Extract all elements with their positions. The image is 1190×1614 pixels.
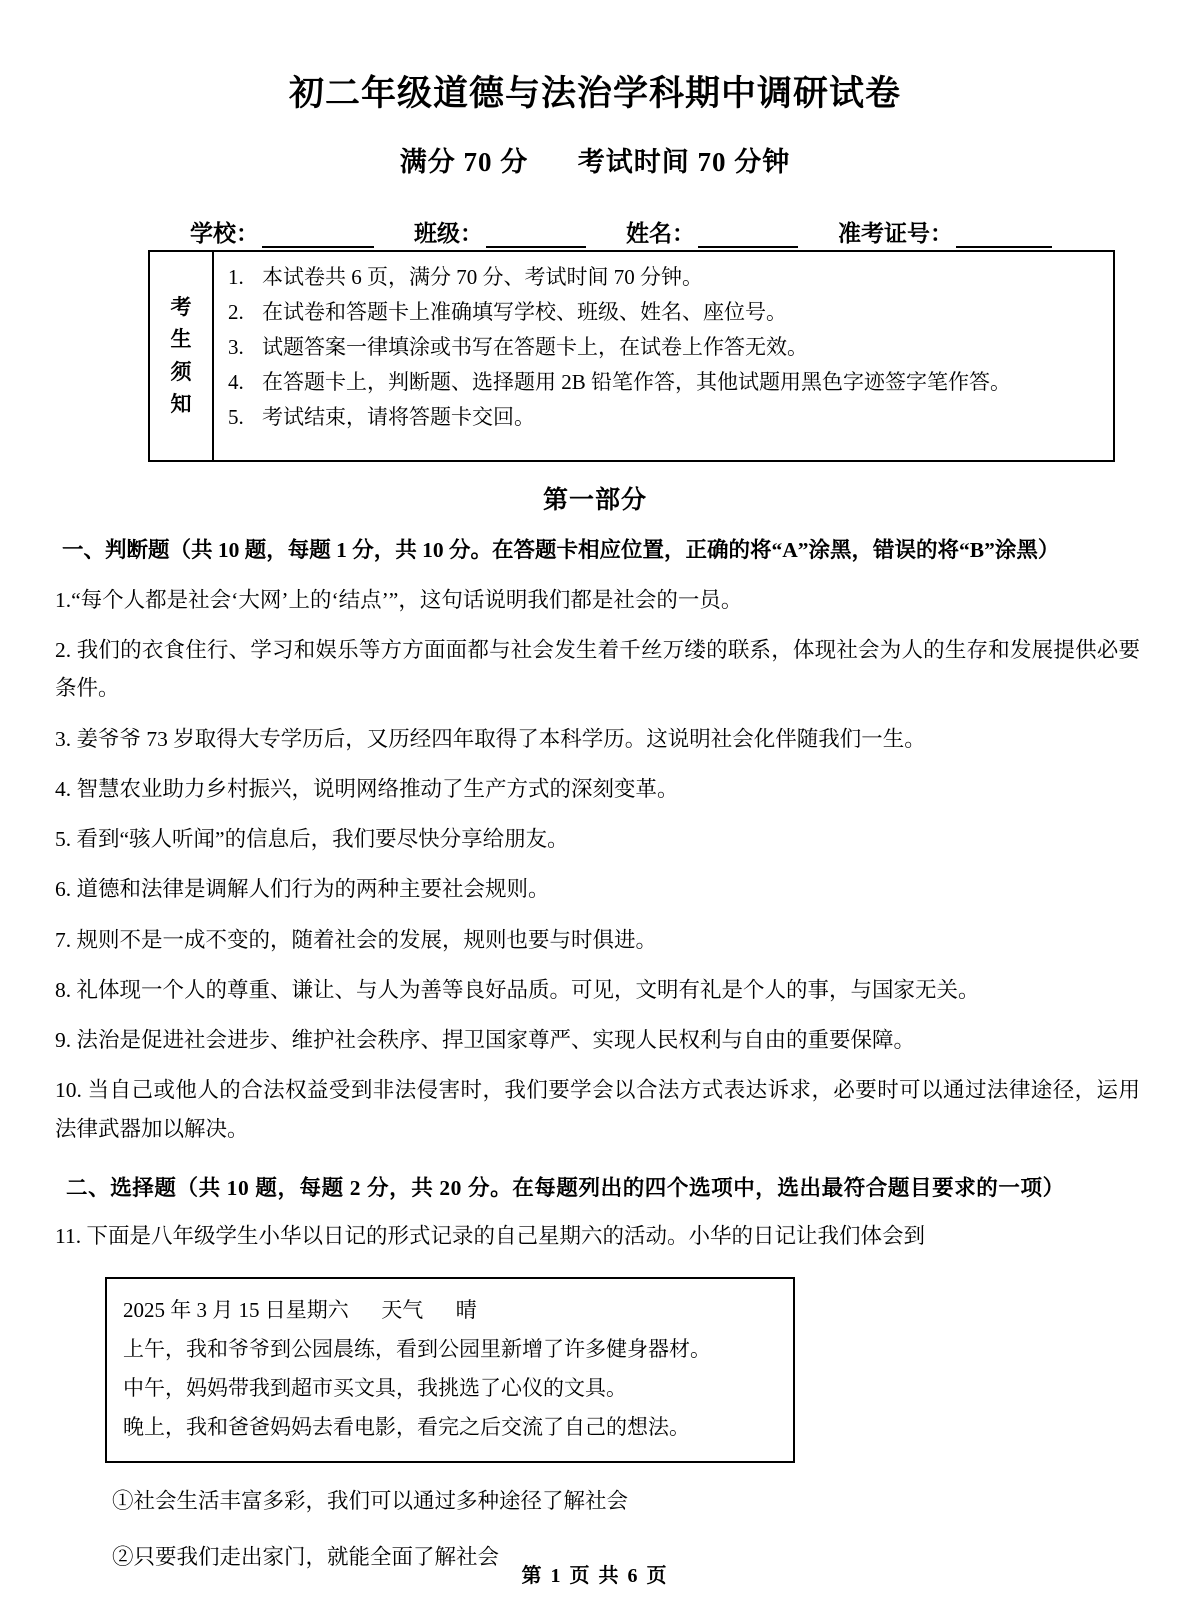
notice-item-number: 1. [228, 264, 244, 289]
notice-item-number: 2. [228, 299, 244, 324]
school-label: 学校： [190, 220, 259, 246]
exam-id-field[interactable] [838, 215, 1052, 248]
question-item-8: 8. 礼体现一个人的尊重、谦让、与人为善等良好品质。可见，文明有礼是个人的事，与国家无关。 [55, 977, 980, 1002]
diary-entry-evening: 晚上，我和爸爸妈妈去看电影，看完之后交流了自己的想法。 [123, 1414, 690, 1439]
notice-item-number: 4. [228, 369, 244, 394]
notice-item [228, 260, 1101, 294]
question-item-9: 9. 法治是促进社会进步、维护社会秩序、捍卫国家尊严、实现人民权利与自由的重要保障。 [55, 1028, 916, 1053]
notice-item-text: 在试卷和答题卡上准确填写学校、班级、姓名、座位号。 [262, 299, 787, 324]
notice-label-char: 考 [170, 294, 192, 319]
question-item-7: 7. 规则不是一成不变的，随着社会的发展，规则也要与时俱进。 [55, 927, 658, 952]
page-footer: 第 1 页 共 6 页 [521, 1565, 669, 1587]
true-false-instruction: 一、判断题（共 10 题，每题 1 分，共 10 分。在答题卡相应位置，正确的将“A”涂黑，错误的将“B”涂黑） [62, 537, 1060, 562]
question-item-11-stem: 11. 下面是八年级学生小华以日记的形式记录的自己星期六的活动。小华的日记让我们体会到 [55, 1223, 925, 1248]
question-item-10: 10. 当自己或他人的合法权益受到非法侵害时，我们要学会以合法方式表达诉求，必要时可以通过法律途径，运用法律武器加以解决。 [55, 1078, 1140, 1141]
student-info-line [0, 215, 1190, 248]
question-item-1: 1.“每个人都是社会‘大网’上的‘结点’”，这句话说明我们都是社会的一员。 [55, 587, 743, 612]
notice-item-number: 5. [228, 404, 244, 429]
notice-item-text: 试题答案一律填涂或书写在答题卡上，在试卷上作答无效。 [262, 334, 808, 359]
page-title: 初二年级道德与法治学科期中调研试卷 [288, 74, 901, 113]
notice-label-char: 知 [170, 392, 192, 417]
diary-entry-morning: 上午，我和爷爷到公园晨练，看到公园里新增了许多健身器材。 [123, 1336, 711, 1361]
notice-item-text: 本试卷共 6 页，满分 70 分、考试时间 70 分钟。 [262, 264, 703, 289]
class-input[interactable] [486, 226, 586, 248]
school-field[interactable] [190, 215, 374, 248]
exam-meta-line [0, 116, 1190, 179]
diary-weather-label: 天气 [381, 1298, 424, 1323]
full-score-text: 满分 70 分 [399, 146, 529, 177]
notice-label-char: 须 [170, 359, 192, 384]
class-label: 班级： [414, 220, 483, 246]
diary-box [105, 1277, 795, 1462]
question-item-3: 3. 姜爷爷 73 岁取得大专学历后，又历经四年取得了本科学历。这说明社会化伴随我们一生。 [55, 726, 926, 751]
name-field[interactable] [626, 215, 798, 248]
multiple-choice-instruction: 二、选择题（共 10 题，每题 2 分，共 20 分。在每题列出的四个选项中，选出最符合题目要求的一项） [66, 1175, 1065, 1200]
question-11-option-2[interactable]: ②只要我们走出家门，就能全面了解社会 [112, 1545, 500, 1570]
part-heading: 第一部分 [542, 486, 647, 514]
notice-item-number: 3. [228, 334, 244, 359]
diary-weather-value: 晴 [455, 1298, 477, 1323]
notice-label-char: 生 [170, 327, 192, 352]
class-field[interactable] [414, 215, 586, 248]
exam-duration-text: 考试时间 70 分钟 [577, 146, 791, 177]
diary-date: 2025 年 3 月 15 日星期六 [123, 1298, 349, 1323]
question-item-6: 6. 道德和法律是调解人们行为的两种主要社会规则。 [55, 877, 550, 902]
notice-vertical-label [150, 252, 214, 460]
diary-entry-noon: 中午，妈妈带我到超市买文具，我挑选了心仪的文具。 [123, 1375, 627, 1400]
school-input[interactable] [262, 226, 374, 248]
question-item-4: 4. 智慧农业助力乡村振兴，说明网络推动了生产方式的深刻变革。 [55, 776, 679, 801]
candidate-notice-box [148, 250, 1115, 462]
exam-id-input[interactable] [956, 226, 1052, 248]
notice-item [228, 400, 1101, 434]
exam-id-label: 准考证号： [838, 220, 953, 246]
notice-item-text: 在答题卡上，判断题、选择题用 2B 铅笔作答，其他试题用黑色字迹签字笔作答。 [262, 369, 1012, 394]
name-input[interactable] [698, 226, 798, 248]
question-item-2: 2. 我们的衣食住行、学习和娱乐等方方面面都与社会发生着千丝万缕的联系，体现社会为人的生存和发展提供必要条件。 [55, 637, 1140, 701]
notice-item [228, 365, 1101, 399]
question-11-option-1[interactable]: ①社会生活丰富多彩，我们可以通过多种途径了解社会 [112, 1488, 629, 1513]
notice-item [228, 330, 1101, 364]
question-item-5: 5. 看到“骇人听闻”的信息后，我们要尽快分享给朋友。 [55, 827, 569, 852]
name-label: 姓名： [626, 220, 695, 246]
notice-item-list [214, 252, 1113, 460]
notice-item [228, 295, 1101, 329]
notice-item-text: 考试结束，请将答题卡交回。 [262, 404, 535, 429]
diary-date-line [123, 1291, 777, 1330]
diary-container [0, 1277, 1190, 1462]
